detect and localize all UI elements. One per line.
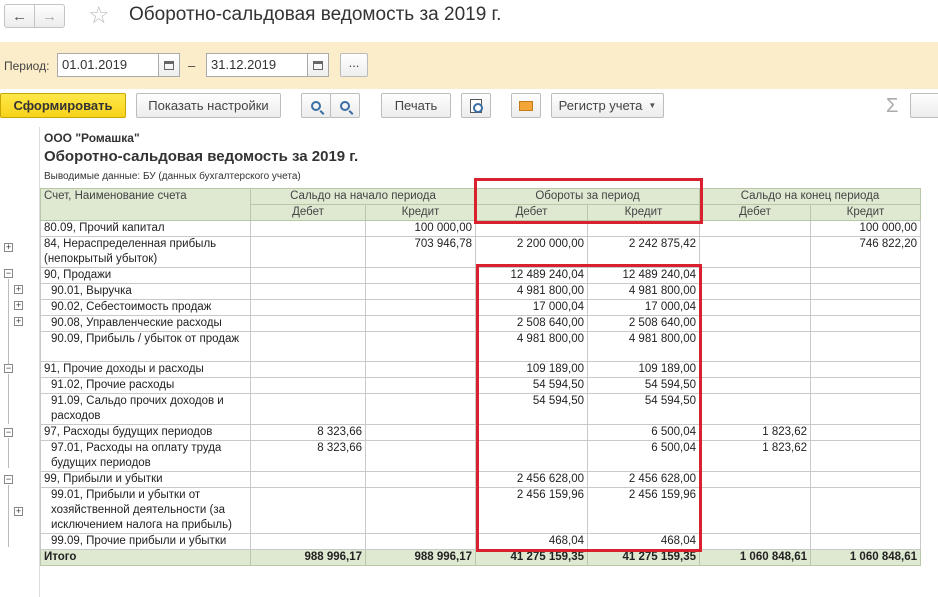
- period-separator: –: [188, 58, 196, 73]
- search-button[interactable]: [301, 93, 331, 118]
- amount-cell-tc[interactable]: 2 456 159,96: [588, 488, 700, 534]
- header-closing-debit: Дебет: [700, 205, 811, 221]
- toolbar: [0, 93, 938, 121]
- favorite-star-icon[interactable]: ☆: [88, 2, 110, 29]
- account-cell[interactable]: 90.02, Себестоимость продаж: [41, 300, 251, 316]
- period-bar: [0, 42, 938, 89]
- account-cell[interactable]: 91, Прочие доходы и расходы: [41, 362, 251, 378]
- turnover-values-highlight: [476, 264, 702, 552]
- amount-cell-cd[interactable]: 1 823,62: [700, 441, 811, 472]
- title-bar: [0, 0, 938, 34]
- account-cell[interactable]: 90.09, Прибыль / убыток от продаж: [41, 332, 251, 362]
- amount-cell-od[interactable]: 8 323,66: [251, 425, 366, 441]
- forward-button[interactable]: [34, 4, 65, 28]
- amount-cell-od[interactable]: 8 323,66: [251, 441, 366, 472]
- amount-cell-tc[interactable]: 6 500,04: [588, 425, 700, 441]
- search-refresh-button[interactable]: [330, 93, 360, 118]
- report-area: [0, 127, 938, 597]
- amount-cell-od[interactable]: [251, 221, 366, 237]
- print-preview-icon: [470, 99, 482, 113]
- amount-cell-cc[interactable]: [811, 534, 921, 550]
- amount-cell-oc[interactable]: [366, 316, 476, 332]
- send-email-button[interactable]: [511, 93, 541, 118]
- arrow-left-icon: ←: [12, 7, 27, 25]
- more-actions-button[interactable]: [910, 93, 938, 118]
- show-settings-button[interactable]: Показать настройки: [136, 93, 281, 118]
- tree-line: [8, 485, 9, 547]
- header-turnover: Обороты за период: [476, 189, 700, 205]
- header-turnover-credit: Кредит: [588, 205, 700, 221]
- amount-cell-oc[interactable]: [366, 268, 476, 284]
- amount-cell-td[interactable]: 109 189,00: [476, 362, 588, 378]
- period-end-field[interactable]: 31.12.2019: [206, 53, 308, 77]
- total-cell-tc: 41 275 159,35: [588, 550, 700, 566]
- amount-cell-td[interactable]: 54 594,50: [476, 378, 588, 394]
- amount-cell-cc[interactable]: 100 000,00: [811, 221, 921, 237]
- account-cell[interactable]: 99.01, Прибыли и убытки от хозяйственной деятельности (за исключением налога на прибыль): [41, 488, 251, 534]
- amount-cell-cd[interactable]: [700, 237, 811, 268]
- register-dropdown-button[interactable]: [551, 93, 664, 118]
- amount-cell-td[interactable]: 2 508 640,00: [476, 316, 588, 332]
- collapse-99-icon[interactable]: −: [5, 474, 12, 484]
- amount-cell-od[interactable]: [251, 284, 366, 300]
- amount-cell-oc[interactable]: [366, 394, 476, 425]
- amount-cell-cd[interactable]: [700, 268, 811, 284]
- amount-cell-oc[interactable]: [366, 378, 476, 394]
- amount-cell-cc[interactable]: [811, 472, 921, 488]
- generate-button[interactable]: Сформировать: [0, 93, 126, 118]
- calendar-icon: [313, 61, 323, 70]
- amount-cell-tc[interactable]: 6 500,04: [588, 441, 700, 472]
- arrow-right-icon: →: [42, 7, 57, 25]
- turnover-header-highlight: [474, 178, 703, 224]
- account-cell[interactable]: 97, Расходы будущих периодов: [41, 425, 251, 441]
- header-closing-credit: Кредит: [811, 205, 921, 221]
- amount-cell-tc[interactable]: 4 981 800,00: [588, 332, 700, 362]
- amount-cell-cc[interactable]: [811, 332, 921, 362]
- print-button[interactable]: Печать: [381, 93, 451, 118]
- account-cell[interactable]: 99, Прибыли и убытки: [41, 472, 251, 488]
- amount-cell-cd[interactable]: [700, 534, 811, 550]
- account-cell[interactable]: 91.09, Сальдо прочих доходов и расходов: [41, 394, 251, 425]
- header-opening-balance: Сальдо на начало периода: [251, 189, 476, 205]
- amount-cell-od[interactable]: [251, 268, 366, 284]
- amount-cell-oc[interactable]: [366, 472, 476, 488]
- organization-name: ООО "Ромашка": [44, 131, 140, 145]
- period-end-calendar-button[interactable]: [307, 53, 329, 77]
- amount-cell-od[interactable]: [251, 378, 366, 394]
- amount-cell-cd[interactable]: [700, 394, 811, 425]
- envelope-icon: [519, 101, 533, 111]
- amount-cell-cd[interactable]: [700, 378, 811, 394]
- amount-cell-od[interactable]: [251, 362, 366, 378]
- amount-cell-cc[interactable]: [811, 425, 921, 441]
- collapse-90-icon[interactable]: −: [5, 268, 12, 278]
- amount-cell-od[interactable]: [251, 394, 366, 425]
- amount-cell-td[interactable]: 2 200 000,00: [476, 237, 588, 268]
- amount-cell-cc[interactable]: [811, 378, 921, 394]
- amount-cell-cd[interactable]: [700, 488, 811, 534]
- total-cell-cc: 1 060 848,61: [811, 550, 921, 566]
- amount-cell-od[interactable]: [251, 488, 366, 534]
- period-start-field[interactable]: 01.01.2019: [57, 53, 159, 77]
- amount-cell-oc[interactable]: [366, 488, 476, 534]
- amount-cell-tc[interactable]: 54 594,50: [588, 394, 700, 425]
- collapse-91-icon[interactable]: −: [5, 363, 12, 373]
- amount-cell-od[interactable]: [251, 472, 366, 488]
- amount-cell-td[interactable]: 12 489 240,04: [476, 268, 588, 284]
- period-select-button[interactable]: ...: [340, 53, 368, 77]
- amount-cell-od[interactable]: [251, 300, 366, 316]
- amount-cell-cc[interactable]: [811, 268, 921, 284]
- amount-cell-tc[interactable]: 468,04: [588, 534, 700, 550]
- back-button[interactable]: [4, 4, 35, 28]
- amount-cell-od[interactable]: [251, 332, 366, 362]
- collapse-97-icon[interactable]: −: [5, 427, 12, 437]
- amount-cell-td[interactable]: 2 456 628,00: [476, 472, 588, 488]
- account-cell[interactable]: 90, Продажи: [41, 268, 251, 284]
- search-icon: [311, 101, 321, 111]
- amount-cell-tc[interactable]: 17 000,04: [588, 300, 700, 316]
- account-cell[interactable]: 84, Нераспределенная прибыль (непокрытый убыток): [41, 237, 251, 268]
- expand-99-01-icon[interactable]: +: [15, 506, 22, 516]
- account-cell[interactable]: 80.09, Прочий капитал: [41, 221, 251, 237]
- tree-line: [8, 279, 9, 369]
- amount-cell-oc[interactable]: [366, 534, 476, 550]
- expand-84-icon[interactable]: +: [5, 242, 12, 252]
- amount-cell-cd[interactable]: [700, 221, 811, 237]
- amount-cell-od[interactable]: [251, 316, 366, 332]
- amount-cell-oc[interactable]: [366, 332, 476, 362]
- period-label: Период:: [4, 59, 50, 73]
- amount-cell-oc[interactable]: [366, 362, 476, 378]
- total-cell-od: 988 996,17: [251, 550, 366, 566]
- amount-cell-cc[interactable]: [811, 362, 921, 378]
- account-cell[interactable]: 90.01, Выручка: [41, 284, 251, 300]
- account-cell[interactable]: 97.01, Расходы на оплату труда будущих периодов: [41, 441, 251, 472]
- report-subtitle: Выводимые данные: БУ (данных бухгалтерского учета): [44, 171, 301, 182]
- amount-cell-tc[interactable]: 2 456 628,00: [588, 472, 700, 488]
- chevron-down-icon: ▼: [648, 101, 657, 110]
- amount-cell-cc[interactable]: [811, 394, 921, 425]
- amount-cell-td[interactable]: 468,04: [476, 534, 588, 550]
- amount-cell-tc[interactable]: 2 242 875,42: [588, 237, 700, 268]
- amount-cell-cd[interactable]: [700, 472, 811, 488]
- account-cell[interactable]: 91.02, Прочие расходы: [41, 378, 251, 394]
- header-opening-debit: Дебет: [251, 205, 366, 221]
- header-opening-credit: Кредит: [366, 205, 476, 221]
- header-turnover-debit: Дебет: [476, 205, 588, 221]
- amount-cell-td[interactable]: 17 000,04: [476, 300, 588, 316]
- amount-cell-cc[interactable]: 746 822,20: [811, 237, 921, 268]
- expand-90-01-icon[interactable]: +: [15, 284, 22, 294]
- amount-cell-td[interactable]: 54 594,50: [476, 394, 588, 425]
- account-cell[interactable]: 90.08, Управленческие расходы: [41, 316, 251, 332]
- amount-cell-cd[interactable]: [700, 300, 811, 316]
- header-closing-balance: Сальдо на конец периода: [700, 189, 921, 205]
- amount-cell-cc[interactable]: [811, 488, 921, 534]
- amount-cell-tc[interactable]: 2 508 640,00: [588, 316, 700, 332]
- amount-cell-oc[interactable]: [366, 441, 476, 472]
- sum-icon[interactable]: Σ: [886, 95, 899, 117]
- amount-cell-cd[interactable]: 1 823,62: [700, 425, 811, 441]
- header-account: Счет, Наименование счета: [41, 189, 251, 221]
- search-next-icon: [340, 101, 350, 111]
- total-label: Итого: [41, 550, 251, 566]
- tree-line: [8, 438, 9, 468]
- amount-cell-oc[interactable]: 703 946,78: [366, 237, 476, 268]
- amount-cell-td[interactable]: 4 981 800,00: [476, 332, 588, 362]
- amount-cell-oc[interactable]: [366, 300, 476, 316]
- amount-cell-td[interactable]: 4 981 800,00: [476, 284, 588, 300]
- total-cell-cd: 1 060 848,61: [700, 550, 811, 566]
- account-cell[interactable]: 99.09, Прочие прибыли и убытки: [41, 534, 251, 550]
- amount-cell-cd[interactable]: [700, 362, 811, 378]
- period-start-calendar-button[interactable]: [158, 53, 180, 77]
- amount-cell-oc[interactable]: [366, 284, 476, 300]
- expand-90-08-icon[interactable]: +: [15, 316, 22, 326]
- print-preview-button[interactable]: [461, 93, 491, 118]
- amount-cell-cc[interactable]: [811, 441, 921, 472]
- expand-90-02-icon[interactable]: +: [15, 300, 22, 310]
- amount-cell-cc[interactable]: [811, 284, 921, 300]
- amount-cell-tc[interactable]: 4 981 800,00: [588, 284, 700, 300]
- calendar-icon: [164, 61, 174, 70]
- amount-cell-tc[interactable]: 109 189,00: [588, 362, 700, 378]
- total-cell-oc: 988 996,17: [366, 550, 476, 566]
- total-cell-td: 41 275 159,35: [476, 550, 588, 566]
- amount-cell-od[interactable]: [251, 237, 366, 268]
- tree-gutter: [0, 127, 40, 597]
- tree-line: [8, 374, 9, 424]
- amount-cell-tc[interactable]: 54 594,50: [588, 378, 700, 394]
- register-label: Регистр учета: [558, 98, 643, 113]
- amount-cell-cd[interactable]: [700, 284, 811, 300]
- amount-cell-cd[interactable]: [700, 316, 811, 332]
- window-title: Оборотно-сальдовая ведомость за 2019 г.: [129, 4, 502, 25]
- amount-cell-oc[interactable]: 100 000,00: [366, 221, 476, 237]
- amount-cell-oc[interactable]: [366, 425, 476, 441]
- table-row[interactable]: [41, 237, 921, 268]
- report-title: Оборотно-сальдовая ведомость за 2019 г.: [44, 148, 359, 165]
- amount-cell-tc[interactable]: 12 489 240,04: [588, 268, 700, 284]
- amount-cell-od[interactable]: [251, 534, 366, 550]
- amount-cell-cc[interactable]: [811, 300, 921, 316]
- amount-cell-cd[interactable]: [700, 332, 811, 362]
- amount-cell-td[interactable]: 2 456 159,96: [476, 488, 588, 534]
- amount-cell-cc[interactable]: [811, 316, 921, 332]
